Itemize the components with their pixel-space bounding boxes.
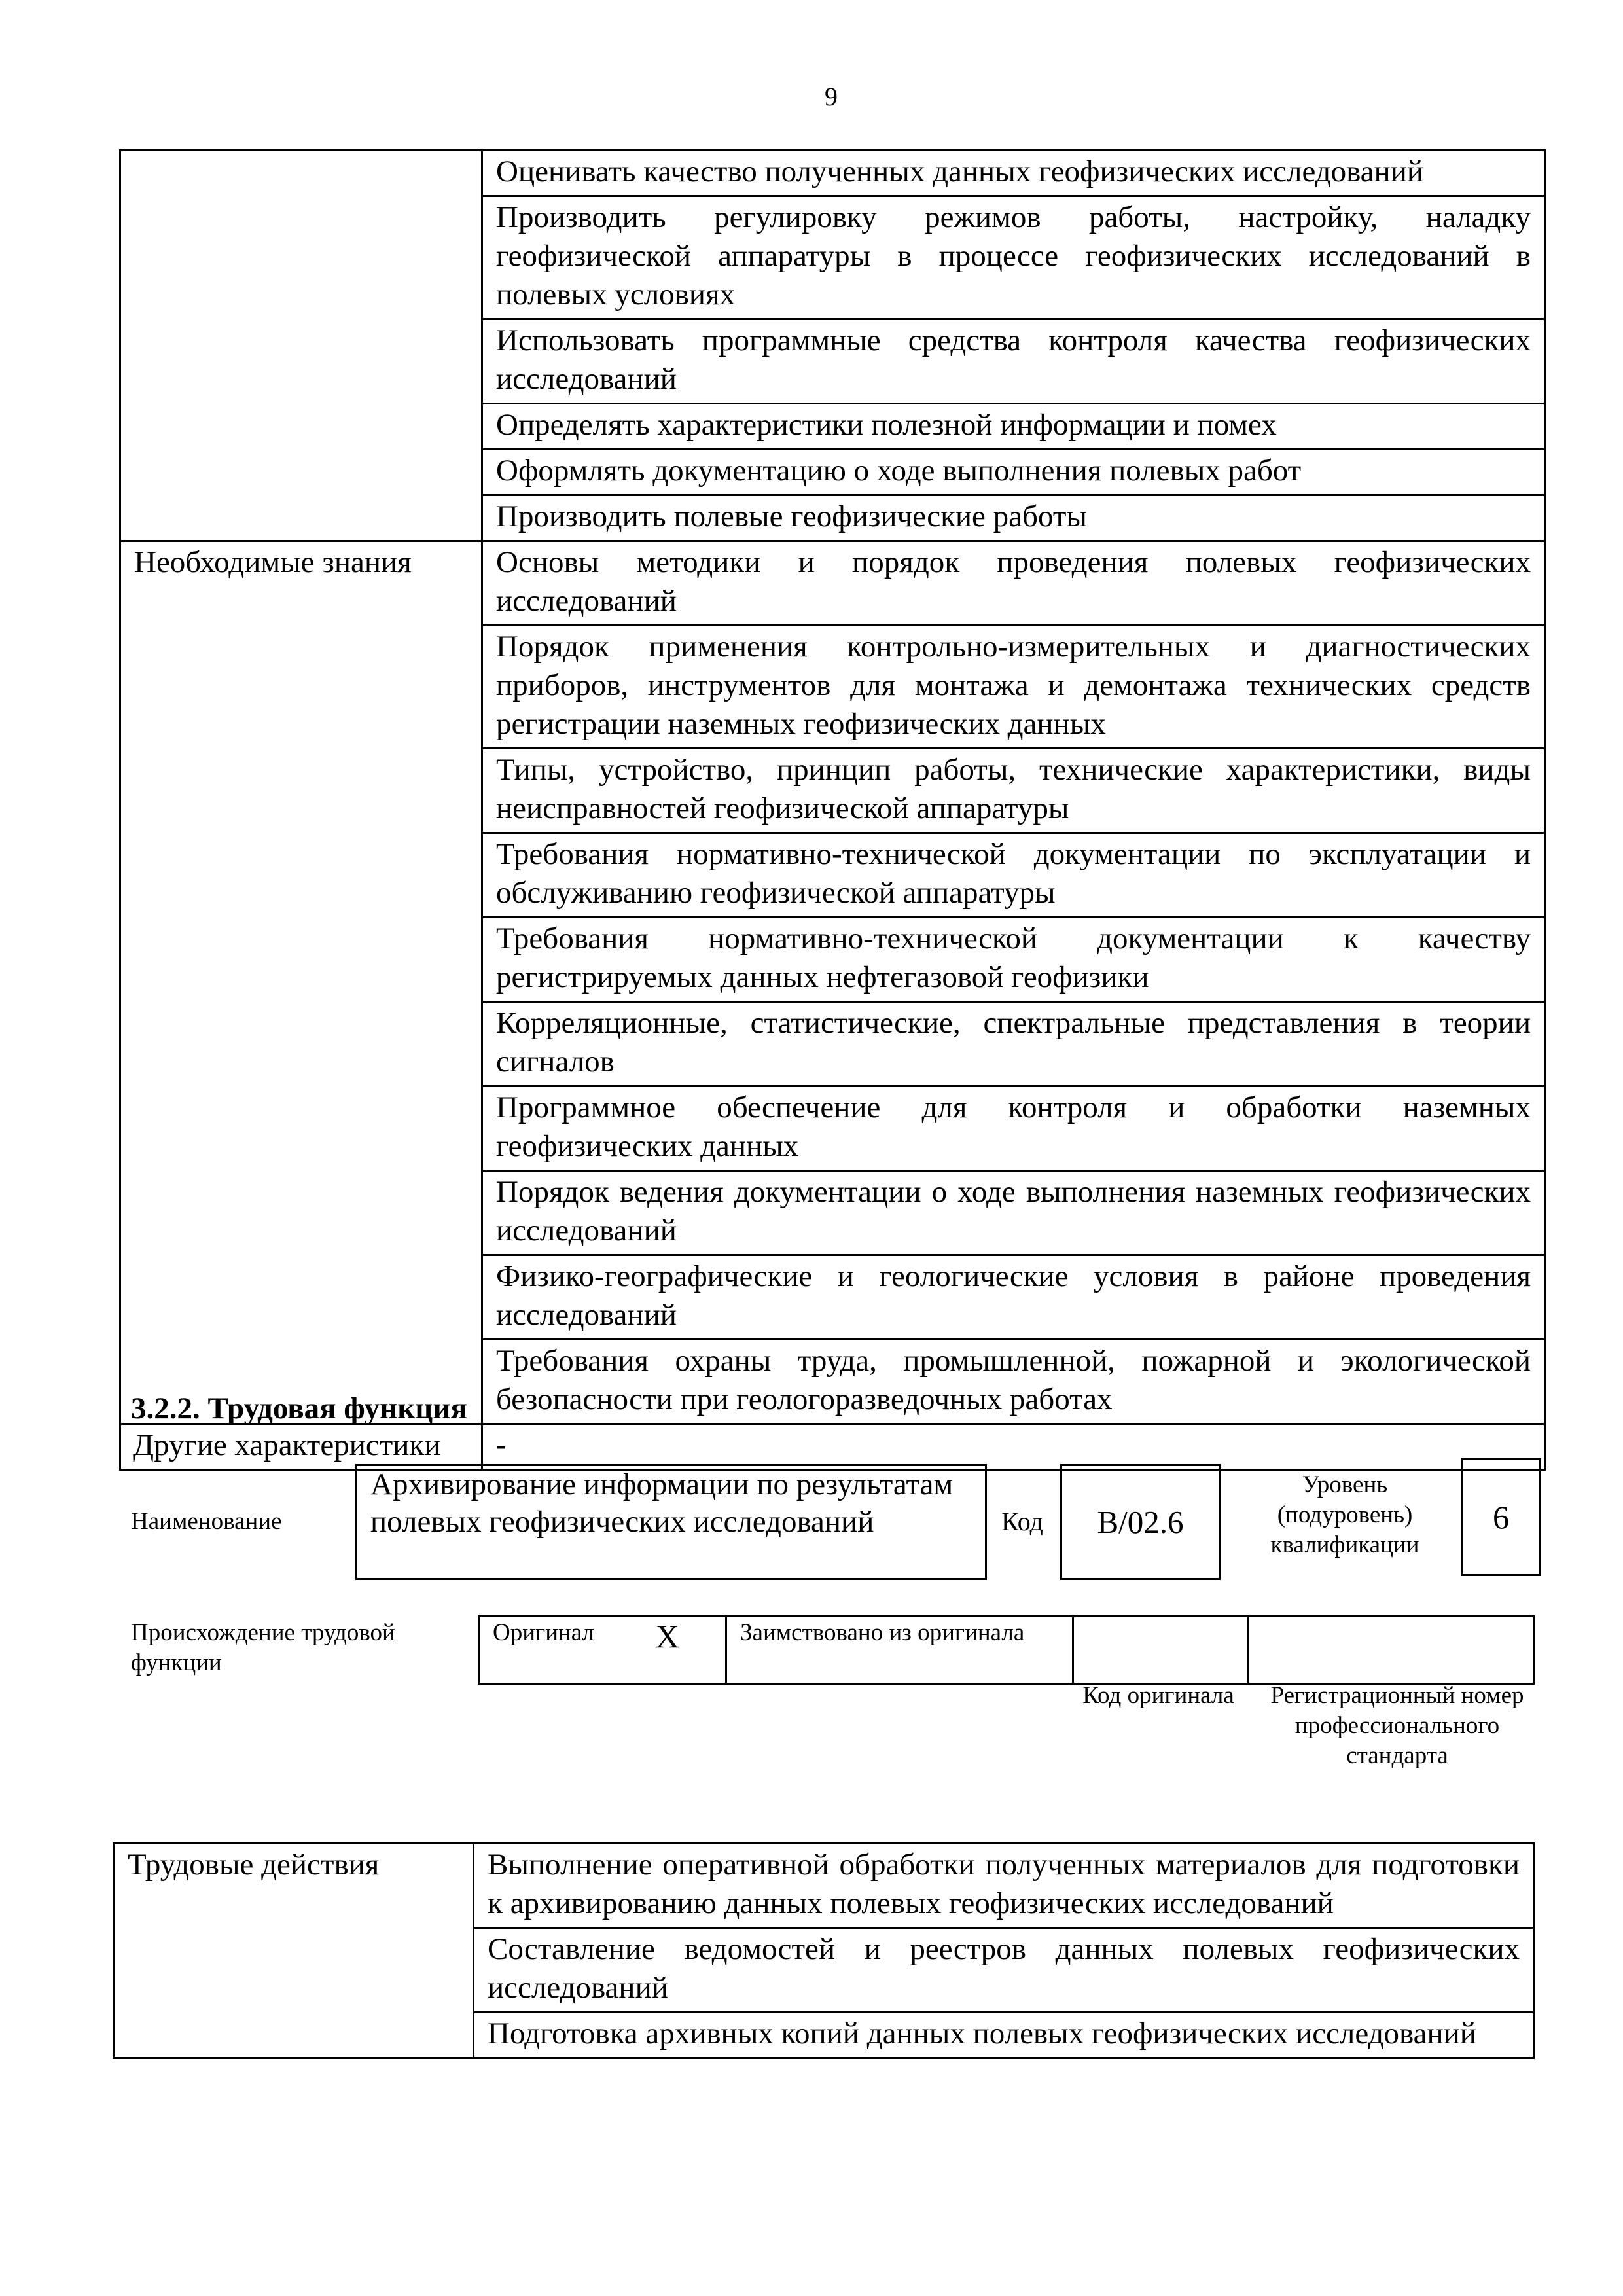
knowledge-item: Требования охраны труда, промышленной, пожарной и экологической безопасности при геологоразведочных работах [482,1340,1545,1424]
original-code-caption: Код оригинала [1082,1682,1234,1709]
level-label-line-2: (подуровень) [1277,1501,1413,1528]
knowledge-item: Физико-географические и геологические условия в районе проведения исследований [482,1255,1545,1340]
table-row [479,1617,1534,1684]
original-label: Оригинал [479,1617,610,1684]
skill-item: Использовать программные средства контроля качества геофизических исследований [482,319,1545,404]
labor-actions-table [113,1842,1535,2059]
origin-table [478,1615,1535,1685]
skill-item: Производить полевые геофизические работы [482,495,1545,541]
skill-item: Определять характеристики полезной информации и помех [482,404,1545,450]
original-mark: X [610,1617,726,1684]
knowledge-item: Основы методики и порядок проведения полевых геофизических исследований [482,541,1545,626]
skills-label-cell [120,151,482,541]
page-number: 9 [825,82,838,111]
labor-actions-label: Трудовые действия [114,1844,474,2058]
labor-action-item: Выполнение оперативной обработки полученных материалов для подготовки к архивированию данных полевых геофизических исследований [474,1844,1534,1928]
original-code-cell [1073,1617,1249,1684]
origin-label: Происхождение трудовой функции [131,1619,395,1676]
registration-number-cell [1249,1617,1534,1684]
function-name-box: Архивирование информации по результатам полевых геофизических исследований [355,1464,987,1580]
labor-action-item: Подготовка архивных копий данных полевых геофизических исследований [474,2013,1534,2058]
labor-action-item: Составление ведомостей и реестров данных полевых геофизических исследований [474,1928,1534,2013]
other-characteristics-label: Другие характеристики [120,1424,482,1470]
name-label: Наименование [131,1508,282,1535]
skill-item: Оформлять документацию о ходе выполнения полевых работ [482,450,1545,495]
table-row [114,1844,1534,1928]
other-characteristics-value: - [482,1424,1545,1470]
skill-item: Оценивать качество полученных данных геофизических исследований [482,151,1545,196]
knowledge-item: Типы, устройство, принцип работы, технические характеристики, виды неисправностей геофизической аппаратуры [482,749,1545,833]
section-title: 3.2.2. Трудовая функция [131,1391,467,1426]
table-row [120,1424,1545,1470]
level-label-line-3: квалификации [1270,1532,1419,1558]
knowledge-item: Порядок применения контрольно-измерительных и диагностических приборов, инструментов для монтажа и демонтажа технических средств регистрации наземных геофизических данных [482,626,1545,749]
skill-item: Производить регулировку режимов работы, настройку, наладку геофизической аппаратуры в процессе геофизических исследований в полевых условиях [482,196,1545,319]
function-code-box: B/02.6 [1060,1464,1221,1580]
registration-number-caption: Регистрационный номер профессионального стандарта [1270,1682,1524,1769]
borrowed-label: Заимствовано из оригинала [726,1617,1073,1684]
qualification-level-box: 6 [1461,1458,1541,1576]
table-row [120,151,1545,196]
skills-knowledge-table [119,149,1546,1471]
level-label-line-1: Уровень [1302,1471,1388,1498]
knowledge-item: Требования нормативно-технической документации к качеству регистрируемых данных нефтегазовой геофизики [482,918,1545,1002]
code-label: Код [1001,1507,1043,1536]
knowledge-item: Программное обеспечение для контроля и обработки наземных геофизических данных [482,1086,1545,1171]
knowledge-label: Необходимые знания [120,541,482,1424]
knowledge-item: Корреляционные, статистические, спектральные представления в теории сигналов [482,1002,1545,1086]
knowledge-item: Требования нормативно-технической документации по эксплуатации и обслуживанию геофизической аппаратуры [482,833,1545,918]
knowledge-item: Порядок ведения документации о ходе выполнения наземных геофизических исследований [482,1171,1545,1255]
table-row [120,541,1545,626]
